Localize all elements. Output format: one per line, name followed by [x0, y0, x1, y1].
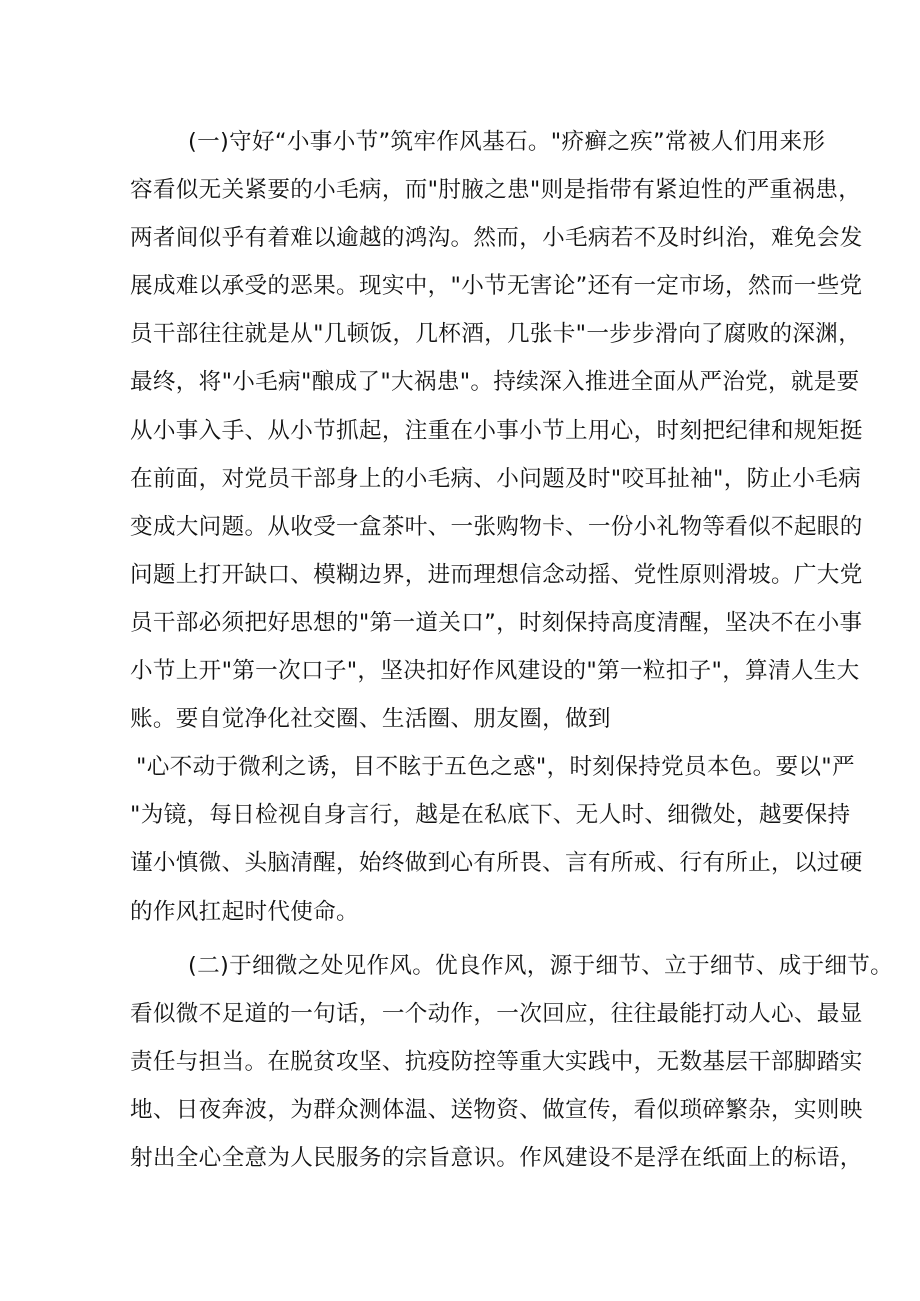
text-line: 容看似无关紧要的小毛病，而"肘腋之患"则是指带有紧迫性的严重祸患， — [130, 177, 862, 204]
text-line: 射出全心全意为人民服务的宗旨意识。作风建设不是浮在纸面上的标语， — [130, 1144, 863, 1171]
text-line: 员干部必须把好思想的"第一道关口”，时刻保持高度清醒，坚决不在小事 — [130, 609, 863, 636]
text-line: 地、日夜奔波，为群众测体温、送物资、做宣传，看似琐碎繁杂，实则映 — [130, 1096, 863, 1123]
document-body — [130, 118, 894, 1182]
text-line: 小节上开"第一次口子"，坚决扣好作风建设的"第一粒扣子"，算清人生大 — [130, 658, 860, 685]
text-line: 谨小慎微、头脑清醒，始终做到心有所畏、言有所戒、行有所止，以过硬 — [130, 850, 863, 877]
text-line: 账。要自觉净化社交圈、生活圈、朋友圈，做到 — [130, 706, 611, 733]
text-line: 责任与担当。在脱贫攻坚、抗疫防控等重大实践中，无数基层干部脚踏实 — [130, 1048, 863, 1075]
text-line: 两者间似乎有着难以逾越的鸿沟。然而，小毛病若不及时纠治，难免会发 — [130, 225, 863, 252]
text-line: "为镜，每日检视自身言行，越是在私底下、无人时、细微处，越要保持 — [130, 802, 851, 829]
text-line: (二)于细微之处见作风。优良作风，源于细节、立于细节、成于细节。 — [188, 952, 894, 979]
text-line: 的作风扛起时代使命。 — [130, 898, 359, 925]
text-line: 从小事入手、从小节抓起，注重在小事小节上用心，时刻把纪律和规矩挺 — [130, 417, 863, 444]
text-line: 变成大问题。从收受一盒茶叶、一张购物卡、一份小礼物等看似不起眼的 — [130, 513, 863, 540]
text-line: 最终，将"小毛病"酿成了"大祸患"。持续深入推进全面从严治党，就是要 — [130, 369, 860, 396]
text-line: 展成难以承受的恶果。现实中，"小节无害论”还有一定市场，然而一些党 — [130, 273, 863, 300]
text-line: 问题上打开缺口、模糊边界，进而理想信念动摇、党性原则滑坡。广大党 — [130, 561, 863, 588]
text-line: 看似微不足道的一句话，一个动作，一次回应，往往最能打动人心、最显 — [130, 1000, 863, 1027]
text-line: (一)守好“小事小节”筑牢作风基石。"疥癣之疾”常被人们用来形 — [188, 129, 826, 155]
text-line: "心不动于微利之诱，目不眩于五色之惑"，时刻保持党员本色。要以"严 — [136, 754, 855, 781]
text-line: 员干部往往就是从"几顿饭，几杯酒，几张卡"一步步滑向了腐败的深渊， — [130, 321, 862, 348]
text-line: 在前面，对党员干部身上的小毛病、小问题及时"咬耳扯袖"，防止小毛病 — [130, 465, 862, 492]
